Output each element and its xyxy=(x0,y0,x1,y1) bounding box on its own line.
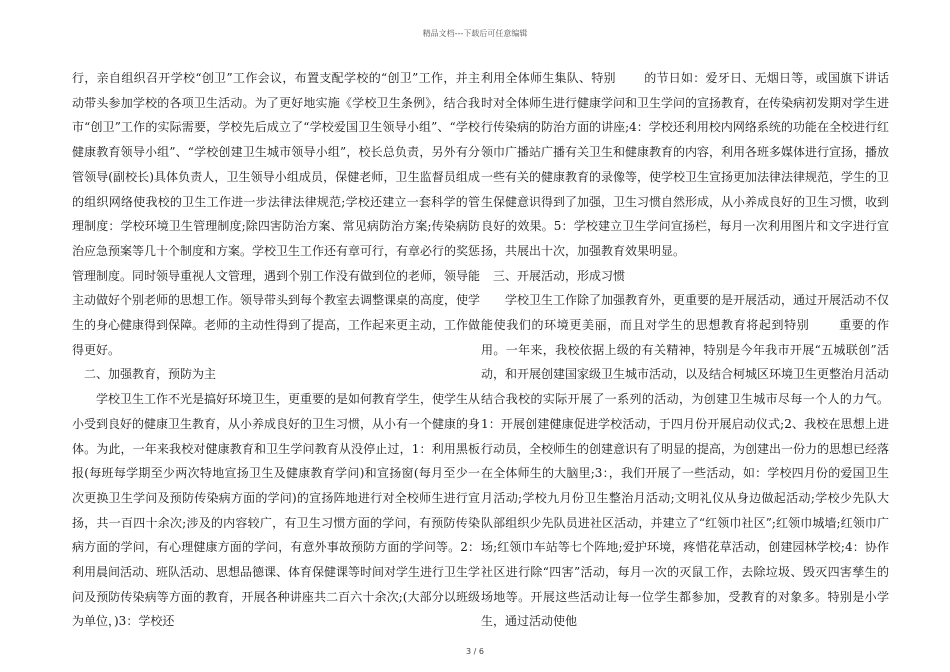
left-column xyxy=(72,66,480,634)
page-header: 精品文档---下载后可任意编辑 xyxy=(422,29,528,38)
paragraph-education: 学校卫生工作不光是搞好环境卫生，更重要的是如何教育学生，使学生从小受到良好的健康卫生教育，从小养成良好的卫生习惯，从小有一个健康的身体。为此，一年来我校对健康教育和卫生学问教育从没停止过，1：利用黑板报(每班每学期至少两次特地宣扬卫生及健康教育学问)和宣扬窗(每月至少一次更换卫生学问及预防传染病方面的学问)的宣扬阵地进行对全校师生进行宣扬，共一百四十余次;涉及的内容较广，有卫生习惯方面的学问，有预防传染病方面的学问，有心理健康方面的学问，有意外事故预防方面的学问等。2：利用晨间活动、班队活动、思想品德课、体育保健课等时间对学生进行卫生学问及预防传染病等方面的教育，开展各种讲座共二百六十余次;(大部分以班级为单位，)3：学校还 xyxy=(72,392,481,629)
paragraph-activities: 学校卫生工作除了加强教育外，更重要的是开展活动，通过开展活动不仅能使我们的环境更美丽，而且对学生的思想教育将起到特别 重要的作用。一年来，我校依据上级的有关精神，特别是今年我市开展“五城联创”活动，和开展创建国家级卫生城市活动，以及结合柯城区环境卫生更整治月活动结合我校的实际开展了一系列的活动，为创建卫生城市尽每一个人的力气。1：开展创建健康促进学校活动，于四月份开展启动仪式;2、我校在思想上进行动员，全校师生的创建意识有了明显的提高，为创建出一份力的思想已经落在全体师生的大脑里;3：，我们开展了一些活动，如：学校四月份的爱国卫生月活动;学校九月份卫生整治月活动;文明礼仪从身边做起活动;学校少先队大队部组织少先队员进社区活动，并建立了“红领巾社区”;红领巾城墙;红领巾广场;红领巾车站等七个阵地;爱护环境，疼惜花草活动，创建园林学校;4：协作社区进行除“四害”活动，每月一次的灭鼠工作，去除垃圾、毁灭四害孳生的场地等。开展这些活动让每一位学生都参加，受教育的对象多。特别是小学生，通过活动使他 xyxy=(481,293,890,629)
right-column xyxy=(481,66,889,634)
section-heading-activities: 三、开展活动，形成习惯 xyxy=(493,268,626,283)
section-heading-education: 二、加强教育，预防为主 xyxy=(84,367,217,382)
paragraph-leadership: 行，亲自组织召开学校“创卫”工作会议，布置支配学校的“创卫”工作，并主动带头参加学校的各项卫生活动。为了更好地实施《学校卫生条例》，结合我市“创卫”工作的实际需要，学校先后成立了“学校爱国卫生领导小组”、“学校健康教育领导小组”、“学校创建卫生城市领导小组”，校长总负责，另外有分管领导(副校长)具体负责人，卫生领导小组成员，保健老师，卫生监督员组成的组织网络使我校的卫生工作进一步法律法律规范;学校还建立一套科学的管理制度：学校环境卫生管理制度;除四害防治方案、常见病防治方案;传染病防治应急预案等几十个制度和方案。学校卫生工作还有章可行，有章必行的奖惩管理制度。同时领导重视人文管理，遇到个别工作没有做到位的老师，领导能主动做好个别老师的思想工作。领导带头到每个教室去调整课桌的高度，使学生的身心健康得到保障。老师的主动性得到了提高，工作起来更主动，工作做得更好。 xyxy=(72,71,481,357)
page-number: 3 / 6 xyxy=(466,647,484,656)
paragraph-education-cont: 利用全体师生集队、特别 的节日如：爱牙日、无烟日等，或国旗下讲话时对全体师生进行健康学问和卫生学问的宣扬教育，在传染病初发期对学生进行传染病的防治方面的讲座;4：学校还利用校内网络系统的功能在全校进行红领巾广播站广播有关卫生和健康教育的内容，利用各班多媒体进行宣扬，播放一些有关的健康教育的录像等，使学校卫生宣扬更加法律法律规范，学生的卫生保健意识得到了加强，卫生习惯自然形成，从小养成良好的卫生习惯，收到良好的效果。5：学校建立卫生学问宣扬栏，每月一次利用图片和文字进行宣扬，共展出十次，加强教育效果明显。 xyxy=(481,71,890,258)
